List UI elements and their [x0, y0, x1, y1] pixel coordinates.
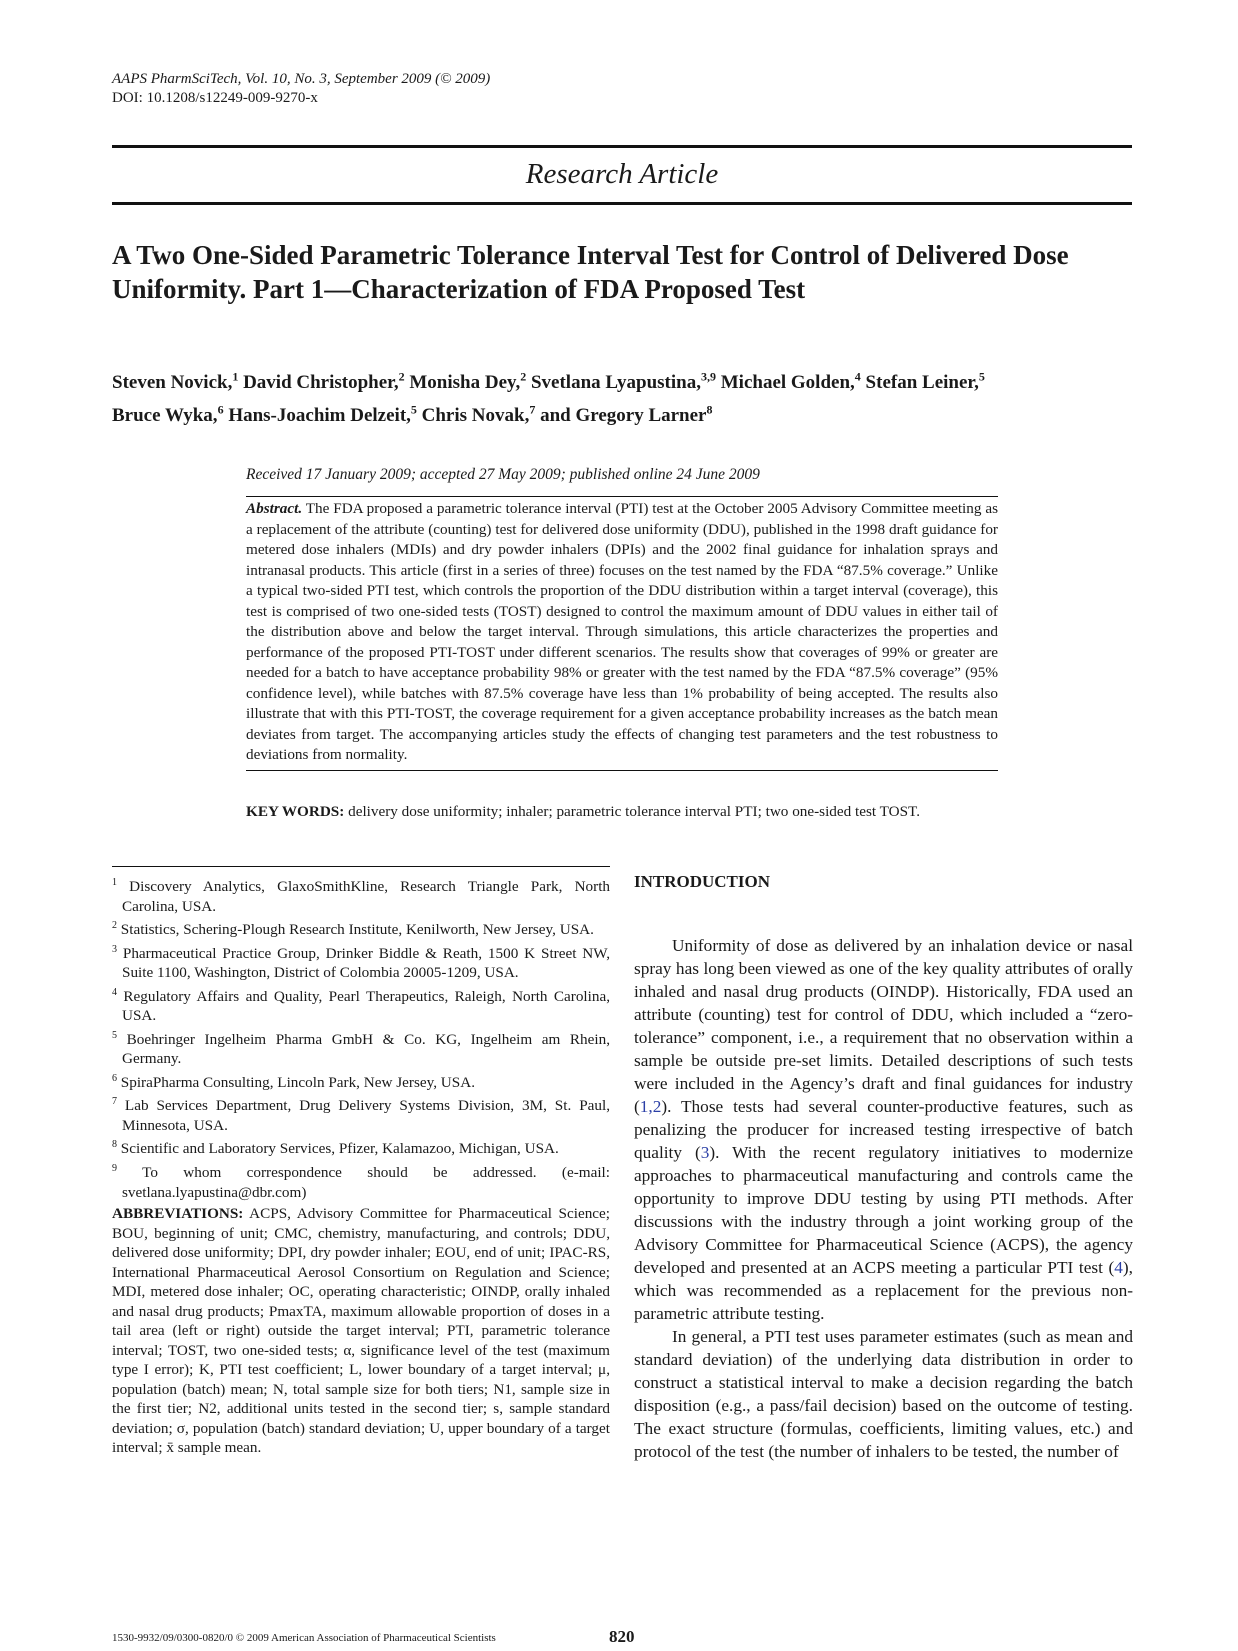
footnote: $^1$ Discovery Analytics, GlaxoSmithKline, Research Triangle Park, North Carolina, USA.: [112, 877, 611, 915]
citation-link[interactable]: 3: [700, 1143, 710, 1162]
author: Svetlana Lyapustina,$^{3,9}$: [530, 370, 716, 394]
author: Stefan Leiner,$^5$: [865, 370, 985, 394]
footnote: $^7$ Lab Services Department, Drug Delivery Systems Division, 3M, St. Paul, Minnesota, USA.: [112, 1096, 610, 1134]
keywords: [246, 802, 998, 821]
received-dates: Received 17 January 2009; accepted 27 May 2009; published online 24 June 2009: [246, 466, 760, 483]
abstract-label: Abstract.: [246, 500, 303, 517]
abstract-text: [246, 499, 998, 766]
abbreviations: [112, 1204, 610, 1458]
citation-link[interactable]: 4: [1114, 1258, 1123, 1277]
footnote: $^8$ Scientific and Laboratory Services, Pfizer, Kalamazoo, Michigan, USA.: [112, 1139, 559, 1158]
footnote: $^6$ SpiraPharma Consulting, Lincoln Park, New Jersey, USA.: [112, 1072, 475, 1091]
bottom-rule: [112, 202, 1132, 205]
journal-citation: AAPS PharmSciTech, Vol. 10, No. 3, September 2009 (© 2009): [112, 71, 491, 87]
footnotes-column: [112, 866, 610, 1458]
author: Bruce Wyka,$^6$: [112, 402, 224, 426]
author: Monisha Dey,$^2$: [409, 370, 527, 394]
journal-header: [112, 70, 490, 108]
page-number: 820: [609, 1627, 635, 1646]
keywords-label: KEY WORDS:: [246, 803, 345, 820]
footnote: $^2$ Statistics, Schering-Plough Research Institute, Kenilworth, New Jersey, USA.: [112, 920, 594, 939]
doi[interactable]: DOI: 10.1208/s12249-009-9270-x: [112, 90, 318, 106]
author-list: [112, 364, 1142, 429]
author: Hans-Joachim Delzeit,$^5$: [228, 402, 417, 426]
author: David Christopher,$^2$: [243, 370, 405, 394]
top-rule: [112, 145, 1132, 148]
paper-title: A Two One-Sided Parametric Tolerance Interval Test for Control of Delivered Dose Uniformity. Part 1—Characterization of FDA Proposed Test: [112, 240, 1069, 304]
introduction-column: [634, 872, 1133, 1463]
author: Michael Golden,$^4$: [720, 370, 861, 394]
abstract-body: The FDA proposed a parametric tolerance interval (PTI) test at the October 2005 Advisory Committee meeting as a replacement of the attribute (counting) test for delivered dose uniformity (DDU), published in the 1998 draft guidance for metered dose inhalers (MDIs) and dry powder inhalers (DPIs) and the 2002 final guidance for inhalation sprays and intranasal products. This article (first in a series of three) focuses on the test named by the FDA “87.5% coverage.” Unlike a typical two-sided PTI test, which controls the proportion of the DDU distribution within a target interval (coverage), this test is comprised of two one-sided tests (TOST) designed to control the maximum amount of DDU values in either tail of the distribution above and below the target interval. Through simulations, this article characterizes the properties and performance of the proposed PTI-TOST under different scenarios. The results show that coverages of 99% or greater are needed for a batch to have acceptance probability 98% or greater with the test named by the FDA “87.5% coverage” (95% confidence level), while batches with 87.5% coverage have less than 1% probability of being accepted. The results also illustrate that with this PTI-TOST, the coverage requirement for a given acceptance probability increases as the batch mean deviates from target. The accompanying articles study the effects of changing test parameters and the test robustness to deviations from normality.: [246, 500, 998, 763]
section-heading: INTRODUCTION: [634, 872, 771, 891]
keywords-body: delivery dose uniformity; inhaler; parametric tolerance interval PTI; two one-sided test TOST.: [348, 803, 921, 820]
footnote: $^4$ Regulatory Affairs and Quality, Pearl Therapeutics, Raleigh, North Carolina, USA.: [112, 986, 610, 1025]
abbreviations-label: ABBREVIATIONS:: [112, 1205, 244, 1223]
author: and Gregory Larner$^8$: [540, 402, 713, 426]
footnote: $^3$ Pharmaceutical Practice Group, Drinker Biddle & Reath, 1500 K Street NW, Suite 1100, Washington, District of Colombia 20005-1209, USA.: [112, 943, 611, 982]
intro-paragraph-1: Uniformity of dose as delivered by an inhalation device or nasal spray has long been viewed as one of the key quality attributes of orally inhaled and nasal drug products (OINDP). Historically, FDA used an attribute (counting) test for control of DDU, which included a “zero-tolerance” component, i.e., a requirement that no observation within a sample be outside pre-set limits. Detailed descriptions of such tests were included in the Agency’s draft and final guidances for industry (1,2). Those tests had several counter-productive features, such as penalizing the producer for increased testing irrespective of batch quality (3). With the recent regulatory initiatives to modernize approaches to pharmaceutical manufacturing and controls came the opportunity to improve DDU testing by using PTI methods. After discussions with the industry through a joint working group of the Advisory Committee for Pharmaceutical Science (ACPS), the agency developed and presented at an ACPS meeting a particular PTI test (4), which was recommended as a replacement for the previous non-parametric attribute testing.: [634, 936, 1133, 1323]
footnote: $^9$ To whom correspondence should be addressed. (e-mail: svetlana.lyapustina@dbr.com): [112, 1163, 610, 1201]
author: Steven Novick,$^1$: [112, 370, 239, 394]
author: Chris Novak,$^7$: [421, 402, 536, 426]
footer-copyright: 1530-9932/09/0300-0820/0 © 2009 American Association of Pharmaceutical Scientists: [112, 1632, 496, 1644]
article-type: Research Article: [525, 158, 719, 190]
citation-link[interactable]: 1,2: [639, 1097, 662, 1116]
abbreviations-body: ACPS, Advisory Committee for Pharmaceutical Science; BOU, beginning of unit; CMC, chemistry, manufacturing, and controls; DDU, delivered dose uniformity; DPI, dry powder inhaler; EOU, end of unit; IPAC-RS, International Pharmaceutical Aerosol Consortium on Regulation and Science; MDI, metered dose inhaler; OC, operating characteristic; OINDP, orally inhaled and nasal drug products; PmaxTA, maximum allowable proportion of doses in a tail area (left or right) outside the target interval; PTI, parametric tolerance interval; TOST, two one-sided tests; α, significance level of the test (maximum type I error); K, PTI test coefficient; L, lower boundary of a target interval; μ, population (batch) mean; N, total sample size for both tiers; N1, sample size in the first tier; N2, additional units tested in the second tier; s, sample standard deviation; σ, population (batch) standard deviation; U, upper boundary of a target interval; x̄ sample mean.: [112, 1205, 610, 1457]
footnote: $^5$ Boehringer Ingelheim Pharma GmbH & Co. KG, Ingelheim am Rhein, Germany.: [112, 1029, 610, 1068]
intro-paragraph-2: In general, a PTI test uses parameter estimates (such as mean and standard deviation) of the underlying data distribution in order to construct a statistical interval to make a decision regarding the batch disposition (e.g., a pass/fail decision) based on the outcome of testing. The exact structure (formulas, coefficients, limiting values, etc.) and protocol of the test (the number of inhalers to be tested, the number of: [634, 1327, 1133, 1461]
abstract-section: [246, 496, 998, 771]
